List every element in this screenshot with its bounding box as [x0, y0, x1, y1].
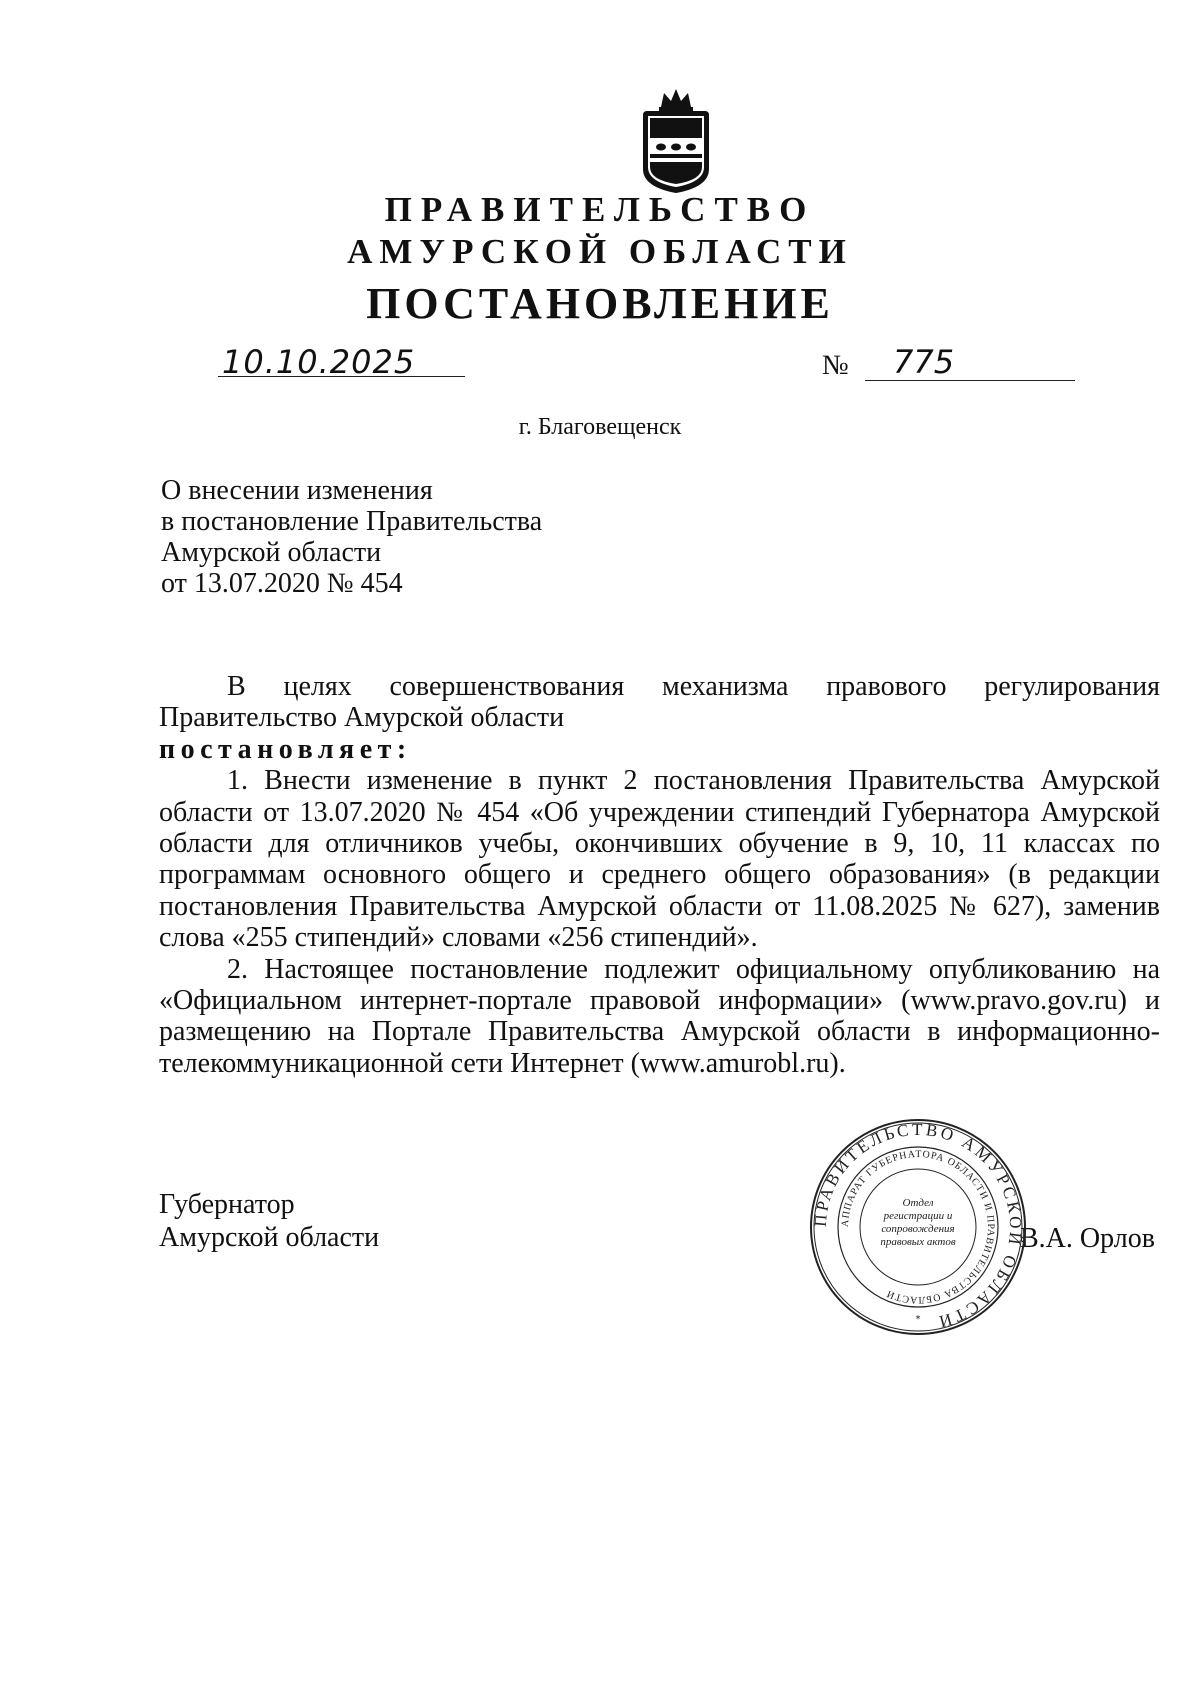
- title-line: от 13.07.2020 № 454: [161, 568, 403, 599]
- decree-word: постановляет:: [159, 733, 412, 765]
- signatory-name: В.А. Орлов: [1020, 1223, 1155, 1254]
- signatory-role-line2: Амурской области: [159, 1222, 380, 1253]
- document-body: [159, 671, 1160, 1079]
- stamp-inner-text: АППАРАТ ГУБЕРНАТОРА ОБЛАСТИ И ПРАВИТЕЛЬСТВА ОБЛАСТИ: [839, 1148, 997, 1306]
- svg-text:*: *: [915, 1314, 921, 1325]
- document-date: 10.10.2025: [222, 343, 416, 381]
- official-stamp: [808, 1117, 1028, 1337]
- title-line: Амурской области: [161, 537, 382, 568]
- number-underline: [865, 380, 1075, 381]
- coat-of-arms-emblem: [631, 85, 721, 197]
- document-type: ПОСТАНОВЛЕНИЕ: [366, 279, 834, 328]
- org-name-line1: ПРАВИТЕЛЬСТВО: [384, 190, 816, 229]
- signatory-role-line1: Губернатор: [159, 1189, 295, 1220]
- org-name-line2: АМУРСКОЙ ОБЛАСТИ: [347, 232, 853, 271]
- signatory-role: [159, 1188, 379, 1254]
- title-line: в постановление Правительства: [161, 506, 543, 537]
- paragraph-1: 1. Внести изменение в пункт 2 постановления Правительства Амурской области от 13.07.2020 № 454 «Об учреждении стипендий Губернатора Амурской области для отличников учебы, окончивших обучение в 9, 10, 11 классах по программам основного общего и среднего общего образования» (в редакции постановления Правительства Амурской области от 11.08.2025 № 627), заменив слова «255 стипендий» словами «256 стипендий».: [159, 765, 1160, 954]
- city-name: г. Благовещенск: [518, 414, 682, 440]
- preamble-line2: Правительство Амурской области: [159, 702, 565, 734]
- date-underline: [218, 376, 465, 377]
- number-sign: №: [822, 350, 849, 381]
- stamp-outer-text: ПРАВИТЕЛЬСТВО АМУРСКОЙ ОБЛАСТИ: [810, 1119, 1026, 1333]
- paragraph-2: 2. Настоящее постановление подлежит официальному опубликованию на «Официальном интернет-портале правовой информации» (www.pravo.gov.ru) и размещению на Портале Правительства Амурской области в информационно-телекоммуникационной сети Интернет (www.amurobl.ru).: [159, 953, 1160, 1079]
- title-line: О внесении изменения: [161, 475, 433, 506]
- stamp-center-text: Отдел регистрации и сопровождения правовых актов: [880, 1197, 956, 1248]
- document-title: [161, 475, 542, 599]
- document-number: 775: [893, 343, 955, 381]
- preamble-line1: В целях совершенствования механизма правового регулирования: [227, 671, 1160, 702]
